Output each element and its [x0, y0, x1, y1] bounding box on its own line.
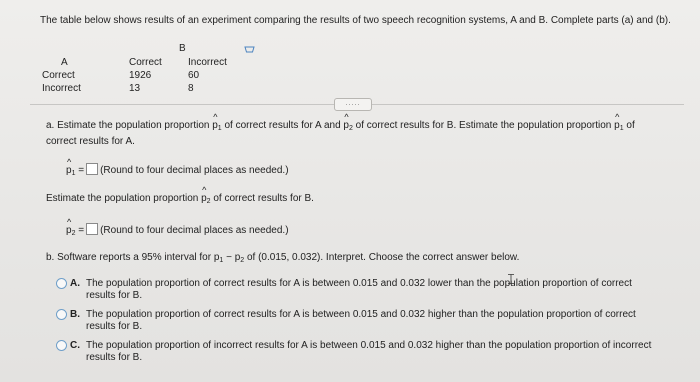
text-cursor-icon: [508, 274, 514, 284]
p2-answer-input[interactable]: [86, 223, 98, 235]
cell-incorrect-incorrect: 8: [188, 83, 194, 94]
p1-hat-symbol: ^ $p_1$: [212, 119, 221, 135]
row-label-incorrect: Incorrect: [42, 83, 81, 94]
option-a-radio[interactable]: [56, 278, 67, 289]
p1-hat-symbol-2: ^ $p_1$: [614, 119, 623, 135]
p2-hat-symbol: ^ $p_2$: [343, 119, 352, 135]
expand-more-button[interactable]: .....: [334, 98, 372, 111]
option-c-radio[interactable]: [56, 340, 67, 351]
cell-correct-correct: 1926: [129, 70, 152, 81]
part-a-prompt: a. Estimate the population proportion ^ $p_1$ of correct results for A and ^ $p_2$ of correct results for B. Estimate the population proportion ^ $p_1$ of correct results for A.: [46, 119, 676, 148]
p1-answer-row: ^ $p_1$ = (Round to four decimal places as needed.): [66, 163, 289, 180]
option-b-radio[interactable]: [56, 309, 67, 320]
estimate-p2-prompt: Estimate the population proportion ^ $p_2$ of correct results for B.: [46, 192, 314, 208]
cell-correct-incorrect: 60: [188, 70, 200, 81]
p1-answer-input[interactable]: [86, 163, 98, 175]
col-header-correct: Correct: [129, 57, 162, 68]
header-a: A: [61, 57, 68, 68]
p2-answer-row: ^ $p_2$ = (Round to four decimal places as needed.): [66, 223, 289, 240]
question-page: The table below shows results of an experiment comparing the results of two speech recognition systems, A and B. Complete parts (a) and (b). B A Correct Incorrect Correct 1926 60 Incorrect 13 8 ..... a. Estimate the population proportion ^ $p_1$ of correct results for A and ^ $p_2$ of correct results for B. Estimate the population proportion ^ $p_1$ of correct results for A. ^ $p_1$ = (Round to four decimal places as needed.) Estimate the population proportion ^ $p_2$ of correct results for B. ^ $p_2$ = (Round to four decimal places as needed.) b. Software reports a 95% interval for $p_1 - p_2$ of (0.015, 0.032). Interpret. Choose the correct answer below. A. The population proportion of correct results for A is between 0.015 and 0.032 lower than the population proportion of correct results for B. B. The population proportion of correct results for A is between 0.015 and 0.032 higher than the population proportion of correct results for B. C. The population proportion of incorrect results for A is between 0.015 and 0.032 higher than the population proportion of incorrect results for B.: [0, 0, 700, 382]
part-b-prompt: b. Software reports a 95% interval for $p_1 - p_2$ of (0.015, 0.032). Interpret. Choose the correct answer below.: [46, 252, 520, 264]
data-copy-icon[interactable]: [244, 46, 255, 53]
header-b: B: [179, 43, 186, 54]
question-intro: The table below shows results of an experiment comparing the results of two speech recognition systems, A and B. Complete parts (a) and (b).: [40, 15, 671, 26]
cell-incorrect-correct: 13: [129, 83, 141, 94]
row-label-correct: Correct: [42, 70, 75, 81]
col-header-incorrect: Incorrect: [188, 57, 227, 68]
